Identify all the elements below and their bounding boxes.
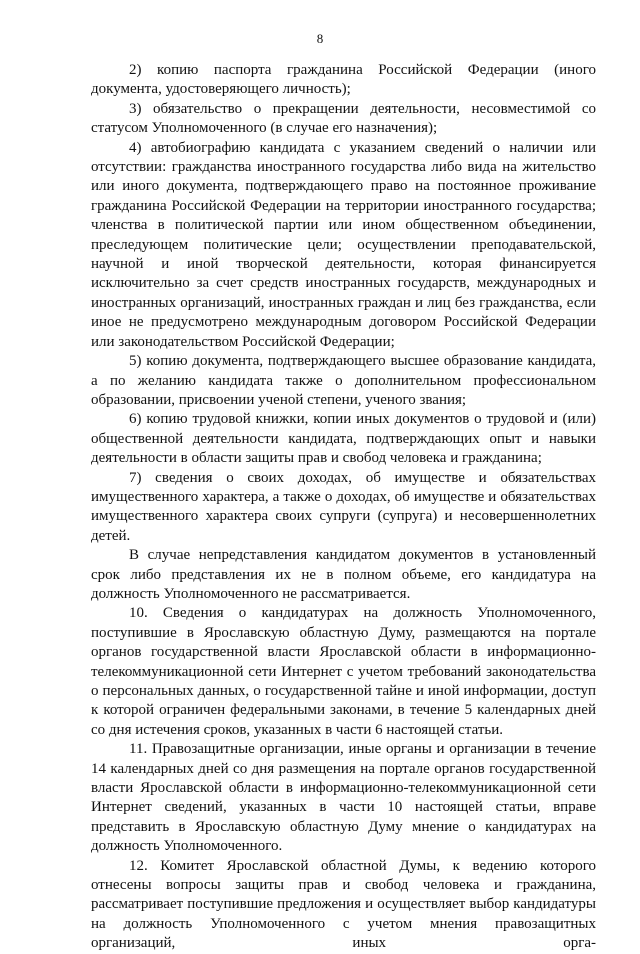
paragraph-item-7-income: 7) сведения о своих доходах, об имуществе и обязательствах имущественного характера, а также о доходах, об имуществе и обязательствах имущественного характера своих супруги (супруга) и несовершеннолетних детей. xyxy=(91,469,596,544)
paragraph-section-10: 10. Сведения о кандидатурах на должность Уполномоченного, поступившие в Ярославскую областную Думу, размещаются на портале органов государственной власти Ярославской области в информационно-телекоммуникационной сети Интернет с учетом требований законодательства о персональных данных, о государственной тайне и иной информации, доступ к которой ограничен федеральными законами, в течение 5 календарных дней со дня истечения сроков, указанных в части 6 настоящей статьи. xyxy=(91,605,596,738)
paragraph-item-3-obligation: 3) обязательство о прекращении деятельности, несовместимой со статусом Уполномоченного (в случае его назначения); xyxy=(91,100,596,137)
paragraph-non-submission: В случае непредставления кандидатом документов в установленный срок либо представления их не в полном объеме, его кандидатура на должность Уполномоченного не рассматривается. xyxy=(91,547,596,602)
document-body xyxy=(91,61,596,954)
paragraph-section-12: 12. Комитет Ярославской областной Думы, к ведению которого отнесены вопросы защиты прав и свобод человека и гражданина, рассматривает поступившие предложения и осуществляет выбор кандидатуры на должность Уполномоченного с учетом мнения правозащитных организаций, иных орга- xyxy=(91,857,596,952)
paragraph-item-6-employment: 6) копию трудовой книжки, копии иных документов о трудовой и (или) общественной деятельности кандидата, подтверждающих опыт и навыки деятельности в области защиты прав и свобод человека и гражданина; xyxy=(91,411,596,467)
paragraph-section-11: 11. Правозащитные организации, иные органы и организации в течение 14 календарных дней со дня размещения на портале органов государственной власти Ярославской области в информационно-телекоммуникационной сети Интернет сведений, указанных в части 10 настоящей статьи, вправе представить в Ярославскую областную Думу мнение о кандидатурах на должность Уполномоченного. xyxy=(91,741,596,855)
paragraph-item-5-education: 5) копию документа, подтверждающего высшее образование кандидата, а по желанию кандидата также о дополнительном профессиональном образовании, присвоении ученой степени, ученого звания; xyxy=(91,353,596,408)
paragraph-item-2-passport: 2) копию паспорта гражданина Российской Федерации (иного документа, удостоверяющего личность); xyxy=(91,62,596,98)
paragraph-item-4-autobiography: 4) автобиографию кандидата с указанием сведений о наличии или отсутствии: гражданства иностранного государства либо вида на жительство или иного документа, подтверждающего право на постоянное проживание гражданина Российской Федерации на территории иностранного государства; членства в политической партии или ином общественном объединении, преследующем политические цели; осуществлении преподавательской, научной и иной творческой деятельности, которая финансируется исключительно за счет средств иностранных государств, международных и иностранных организаций, иностранных граждан и лиц без гражданства, если иное не предусмотрено международным договором Российской Федерации или законодательством Российской Федерации; xyxy=(91,139,596,350)
page-number: 8 xyxy=(316,31,324,46)
